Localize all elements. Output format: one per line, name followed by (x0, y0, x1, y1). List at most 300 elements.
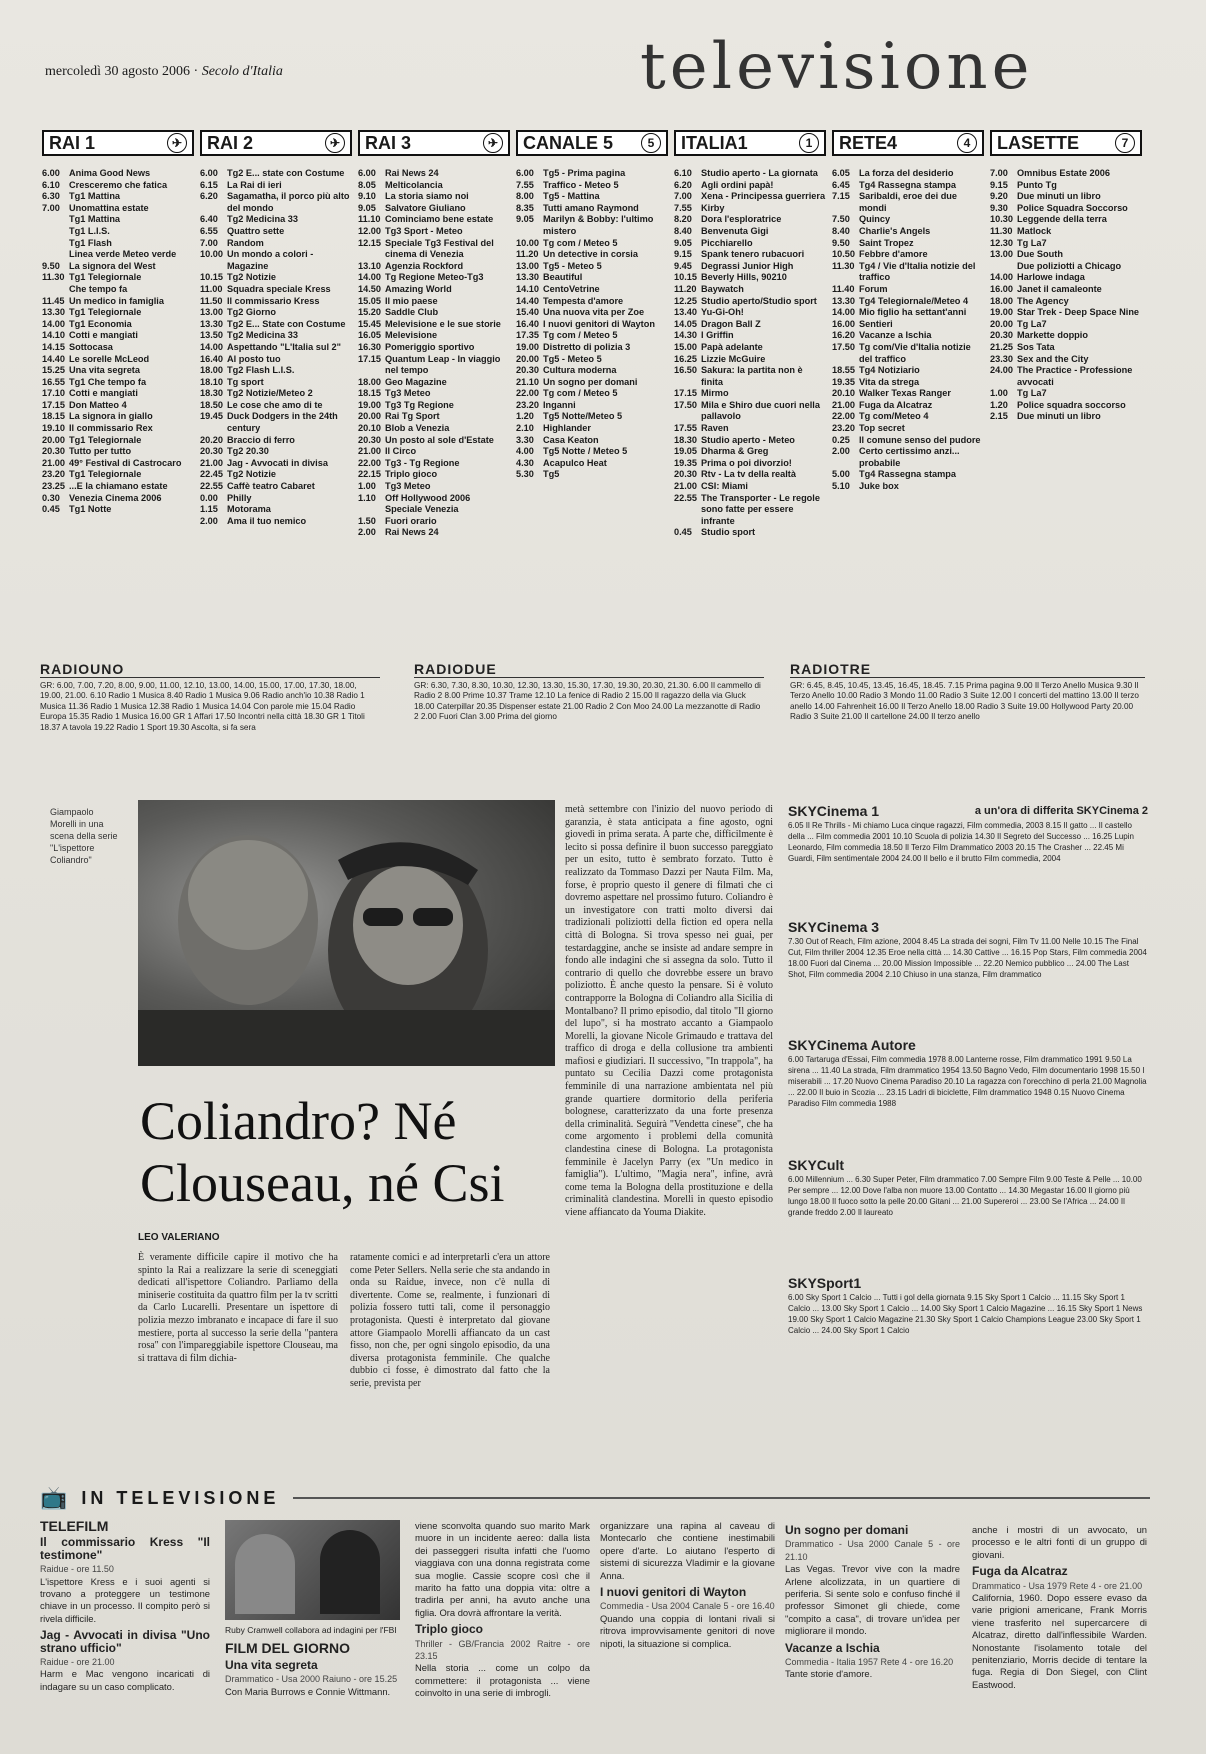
program-row (674, 261, 826, 273)
program-row (358, 435, 510, 447)
program-row (516, 284, 668, 296)
program-row (516, 388, 668, 400)
sky-channel-block (788, 1157, 1148, 1218)
program-time: 14.15 (42, 341, 65, 352)
program-title: Tg La7 (1017, 237, 1047, 248)
program-row (358, 214, 510, 226)
program-row (832, 284, 984, 296)
program-title: Tg1 Telegiornale (69, 307, 142, 318)
program-time: 9.50 (832, 237, 850, 248)
program-row (42, 168, 194, 180)
program-time: 10.50 (832, 249, 855, 260)
program-title: The Agency (1017, 295, 1069, 306)
program-title: Ama il tuo nemico (227, 515, 307, 526)
intv-photo (225, 1520, 400, 1620)
channel-header (200, 130, 352, 156)
program-row (42, 481, 194, 493)
program-row (674, 354, 826, 366)
program-row (832, 365, 984, 377)
program-time: 11.30 (832, 260, 855, 271)
program-time: 17.15 (42, 399, 65, 410)
program-time: 6.20 (674, 179, 692, 190)
program-row (516, 365, 668, 377)
program-row (42, 446, 194, 458)
program-title: Charlie's Angels (859, 225, 931, 236)
film-entry (225, 1659, 400, 1698)
program-time: 16.05 (358, 330, 381, 341)
program-title: Tg4 Telegiornale/Meteo 4 (859, 295, 969, 306)
channel-name: RETE4 (839, 132, 898, 153)
program-title: Blob a Venezia (385, 423, 450, 434)
program-row (358, 342, 510, 354)
program-time: 18.30 (674, 434, 697, 445)
program-title: Traffico - Meteo 5 (543, 179, 619, 190)
program-time: 16.55 (42, 376, 65, 387)
intv-column-4 (600, 1520, 775, 1650)
program-row (990, 400, 1142, 412)
program-row (832, 191, 984, 214)
sky-channel-title: SKYCinema 3 (788, 919, 880, 935)
program-time: 11.00 (200, 283, 223, 294)
program-time: 23.20 (832, 423, 855, 434)
program-time (42, 226, 66, 238)
program-time: 18.50 (200, 399, 223, 410)
film-entry (972, 1524, 1147, 1561)
program-row (990, 214, 1142, 226)
film-text: Harm e Mac vengono incaricati di indagare su un caso complicato. (40, 1668, 210, 1692)
program-row (42, 307, 194, 319)
program-time: 1.00 (358, 481, 376, 492)
program-title: Rai News 24 (385, 527, 439, 538)
program-row (674, 284, 826, 296)
program-row (200, 191, 352, 214)
program-time: 21.25 (990, 341, 1013, 352)
program-title: Tg1 Mattina (69, 191, 121, 202)
program-time: 2.00 (200, 515, 218, 526)
program-time: 8.40 (674, 225, 692, 236)
program-time: 6.55 (200, 225, 218, 236)
program-time: 8.40 (832, 225, 850, 236)
program-time: 9.15 (674, 249, 692, 260)
program-title: Melevisione e le sue storie (385, 318, 501, 329)
program-row (200, 504, 352, 516)
program-row (832, 168, 984, 180)
program-time: 14.10 (42, 330, 65, 341)
program-title: Due poliziotti a Chicago (1017, 260, 1122, 271)
program-row (200, 493, 352, 505)
program-title: Una nuova vita per Zoe (543, 307, 645, 318)
program-row (674, 435, 826, 447)
film-entry (40, 1629, 210, 1693)
program-title: Un mondo a colori - Magazine (227, 249, 314, 271)
program-row (42, 435, 194, 447)
program-row (674, 180, 826, 192)
program-title: Fuga da Alcatraz (859, 399, 933, 410)
program-row (990, 354, 1142, 366)
program-row (990, 284, 1142, 296)
program-title: Walker Texas Ranger (859, 388, 951, 399)
program-title: Tutto per tutto (69, 446, 132, 457)
program-title: Aspettando "L'Italia sul 2" (227, 341, 342, 352)
program-time: 11.40 (832, 283, 855, 294)
intv-text-triplo-gioco: Nella storia ... come un colpo da commettere: il protagonista ... viene coinvolto in una serie di imbrogli. (415, 1662, 590, 1699)
program-title: Agli ordini papà! (701, 179, 774, 190)
film-title: Fuga da Alcatraz (972, 1564, 1068, 1579)
program-time: 6.20 (200, 191, 218, 202)
program-row (200, 435, 352, 447)
intv-text-nuovi-genitori: Quando una coppia di lontani rivali si ritrova improvvisamente genitori di nove nipoti, la situazione si complica. (600, 1612, 775, 1649)
program-title: Due South (1017, 249, 1063, 260)
program-row (42, 272, 194, 284)
program-time: 19.35 (832, 376, 855, 387)
program-title: Mio figlio ha settant'anni (859, 307, 967, 318)
program-row (42, 191, 194, 203)
program-title: Philly (227, 492, 252, 503)
program-time: 0.25 (832, 434, 850, 445)
channel-header (674, 130, 826, 156)
program-title: Police Squadra Soccorso (1017, 202, 1128, 213)
sky-channel-title: SKYCinema 1 (788, 803, 880, 819)
program-time: 16.50 (674, 365, 697, 376)
program-time: 6.00 (200, 168, 218, 178)
program-time: 18.00 (358, 376, 381, 387)
program-row (516, 307, 668, 319)
person-silhouette (320, 1530, 380, 1614)
program-row (990, 342, 1142, 354)
program-title: Tg5 Notte / Meteo 5 (543, 446, 628, 457)
program-title: Unomattina estate (69, 202, 149, 213)
program-title: Quincy (859, 214, 891, 225)
program-row (832, 319, 984, 331)
program-title: Tg3 - Tg Regione (385, 457, 460, 468)
program-time: 6.45 (832, 179, 850, 190)
program-row (358, 319, 510, 331)
program-title: Beautiful (543, 272, 583, 283)
program-time: 9.05 (674, 237, 692, 248)
program-title: Tg1 L.I.S. (69, 225, 110, 236)
program-row (990, 388, 1142, 400)
divider (293, 1497, 1150, 1499)
article-column-3: metà settembre con l'inizio del nuovo periodo di garanzia, è stata anticipata a fine agosto, ogni giovedì in prima serata. A parte che, difficilmente è lecito si possa definire il buon successo pareggiato per un esito, tutto è sembrato forzato. Tutto è realizzato da Tommaso Dazzi per Nauta Film. Ma, forse, è proprio questo il genere di filmati che ci dovremo aspettare nel prossimo futuro. Coliandro è un investigatore con tratti molto diversi dai tradizionali poliziotti della fiction ed opera nella città di Bologna. Si trova spesso nei guai, per testardaggine, anche se insiste ad andare sempre in fondo alle indagini che si assegna da solo. Tutto il contrario di quello che dovrebbe essere un bravo poliziotto. È anche questo la pensare. Si è voluto contrapporre la Bologna di Coliandro alla Sicilia di Montalbano? Il primo episodio, dal titolo "Il giorno del lupo", si ha mostrato accanto a Giampaolo Morelli, la giovane Nicole Grimaudo e trattava del traffico di droga e della collusione tra ambienti mafiosi e giudiziari. Il successivo, "In trappola", ha puntato su Cecilia Dazzi come protagonista femminile di una narrazione ambientata nel più grande quartiere dormitorio della periferia bolognese, caratterizzato da una forte presenza della criminalità. Seguirà "Vendetta cinese", che ha come argomento i problemi della comunità clandestina cinese di Bologna. La protagonista femminile è Jacelyn Parry (ex "Un medico in famiglia"). L'ultimo, "Magia nera", infine, avrà come tema la Bologna della prostituzione e della criminalità clandestina. Morelli in questo episodio viene affiancato da Youma Diakite. (565, 804, 773, 1218)
program-title: Tg4 Notiziario (859, 365, 920, 376)
program-time: 20.30 (516, 365, 539, 376)
program-time: 7.00 (990, 168, 1008, 178)
program-time: 12.25 (674, 295, 697, 306)
program-time: 9.30 (990, 202, 1008, 213)
program-row (358, 296, 510, 308)
sky-channel-text: 6.05 Il Re Thrills - Mi chiamo Luca cinque ragazzi, Film commedia, 2003 8.15 Il gatto ... Il castello della ... Film commedia 2001 10.10 Scuola di polizia 14.30 Il Segreto del Successo ... 16.25 Lupin Leonardo, Film commedia 18.50 Il Terzo Film Drammatico 2003 20.15 The Crasher ... 22.45 Mi Guardi, Film sentimentale 2004 24.00 Il bello e il brutto Film commedia, 2004 (788, 821, 1134, 863)
program-title: Acapulco Heat (543, 457, 607, 468)
program-row (516, 203, 668, 215)
program-time: 11.30 (42, 272, 65, 283)
program-row (516, 354, 668, 366)
program-title: Sottocasa (69, 341, 113, 352)
film-text: anche i mostri di un avvocato, un processo e le altri fonti di un gruppo di giovani. (972, 1524, 1147, 1560)
program-row (516, 342, 668, 354)
program-title: Degrassi Junior High (701, 260, 794, 271)
sky-channel-text: 6.00 Tartaruga d'Essai, Film commedia 1978 8.00 Lanterne rosse, Film drammatico 1991 9.50 La sirena ... 11.40 La strada, Film drammatico 1954 13.50 Bagno Vedo, Film documentario 1998 15.50 I miserabili ... 17.20 Nuovo Cinema Paradiso 20.10 La ragazza con l'orecchino di perla 21.00 Magnolia ... 22.00 Il buio in Scozia ... 23.15 Ladri di biciclette, Film drammatico 1948 0.15 Nuovo Cinema Paradiso Film commedia 1988 (788, 1055, 1147, 1108)
program-time: 14.05 (674, 318, 697, 329)
program-time: 19.00 (358, 399, 381, 410)
film-meta: Commedia - Italia 1957 Rete 4 - ore 16.20 (785, 1657, 954, 1668)
program-time: 20.30 (358, 434, 381, 445)
program-title: Vita da strega (859, 376, 920, 387)
program-title: Inganni (543, 399, 576, 410)
program-title: Tg5 - Meteo 5 (543, 260, 602, 271)
program-title: Top secret (859, 423, 905, 434)
program-row (42, 330, 194, 342)
program-row (516, 238, 668, 250)
program-title: Tg3 Meteo (385, 481, 431, 492)
program-title: Salvatore Giuliano (385, 202, 466, 213)
program-title: Highlander (543, 423, 591, 434)
program-time: 19.35 (674, 457, 697, 468)
program-time: 11.20 (674, 283, 697, 294)
program-row (674, 527, 826, 539)
sky-channel-title: SKYCult (788, 1157, 844, 1173)
program-time: 2.00 (832, 446, 850, 457)
program-row (358, 180, 510, 192)
program-title: Quattro sette (227, 225, 285, 236)
program-row (42, 388, 194, 400)
program-time: 2.10 (516, 423, 534, 434)
program-title: Marilyn & Bobby: l'ultimo mistero (543, 214, 654, 236)
program-title: Harlowe indaga (1017, 272, 1085, 283)
program-row (42, 354, 194, 366)
program-title: Agenzia Rockford (385, 260, 464, 271)
program-row (990, 191, 1142, 203)
program-time: 13.00 (990, 249, 1013, 260)
program-list (516, 168, 668, 481)
program-row (516, 411, 668, 423)
program-time: 9.05 (358, 202, 376, 213)
program-time: 7.00 (200, 237, 218, 248)
program-time: 6.30 (42, 191, 60, 202)
program-title: Il mio paese (385, 295, 438, 306)
article-column-2: ratamente comici e ad interpretarli c'era un attore come Peter Sellers. Nella serie che sta andando in onda su Raidue, invece, non c'è nulla di divertente. Come se, realmente, i funzionari di polizia fossero tutti tali, come il personaggio protagonista. Questi è interpretato dal giovane attore Giampaolo Morelli affiancato da un cast fisso, non che, per ogni singolo episodio, da una diversa protagonista femminile. Che qualche dubbio ci fosse, è dimostrato dal fatto che la serie, prevista per (350, 1252, 550, 1389)
program-time: 7.00 (674, 191, 692, 202)
program-row (42, 284, 194, 296)
program-title: Fuori orario (385, 515, 437, 526)
program-row (358, 481, 510, 493)
program-row (832, 469, 984, 481)
program-row (832, 342, 984, 365)
program-list (832, 168, 984, 493)
program-row (832, 180, 984, 192)
program-row (674, 319, 826, 331)
program-row (42, 504, 194, 516)
program-time: 22.00 (516, 388, 539, 399)
program-row (200, 284, 352, 296)
program-title: Omnibus Estate 2006 (1017, 168, 1110, 178)
channel-column (358, 130, 510, 539)
intv-column-3 (415, 1520, 590, 1700)
program-time (42, 249, 66, 261)
channel-column (832, 130, 984, 493)
program-row (358, 238, 510, 261)
program-title: Tg5 (543, 469, 560, 480)
program-row (42, 180, 194, 192)
program-row (200, 481, 352, 493)
intv-column-3-text: viene sconvolta quando suo marito Mark muore in un incidente aereo: dalla lista dei passeggeri risulta infatti che l'uomo viaggiava con una donna registrata come sua moglie. Cassie scopre così che il marito ha fatto una doppia vita: oltre a tradirla per anni, ha avuto anche una figlia. Ora dovrà affrontare la verità. (415, 1520, 590, 1618)
program-row (200, 411, 352, 434)
program-title: Pomeriggio sportivo (385, 341, 475, 352)
intv-photo-caption: Ruby Cramwell collabora ad indagini per l'FBI (225, 1625, 397, 1635)
program-list (674, 168, 826, 539)
program-row (358, 411, 510, 423)
program-title: Sakura: la partita non è finita (701, 365, 803, 387)
program-row (674, 226, 826, 238)
program-time: 23.20 (42, 469, 65, 480)
program-time: 22.15 (358, 469, 381, 480)
program-time: 5.10 (832, 481, 850, 492)
channel-name: CANALE 5 (523, 132, 614, 153)
radio-tre (790, 661, 1145, 723)
channel-logo-icon: 7 (1115, 133, 1135, 153)
intv-meta-nuovi-genitori: Commedia - Usa 2004 Canale 5 - ore 16.40 (600, 1601, 775, 1612)
program-title: I Griffin (701, 330, 734, 341)
program-time: 14.00 (200, 341, 223, 352)
program-row (42, 493, 194, 505)
program-title: Melevisione (385, 330, 438, 341)
film-meta: Drammatico - Usa 1979 Rete 4 - ore 21.00 (972, 1580, 1143, 1591)
program-row (832, 238, 984, 250)
film-meta: Drammatico - Usa 2000 Raiuno - ore 15.25 (225, 1674, 398, 1685)
sky-channel-header (788, 1275, 1148, 1291)
program-row (516, 272, 668, 284)
program-row (358, 469, 510, 481)
program-row (832, 261, 984, 284)
program-time: 0.30 (42, 492, 60, 503)
film-meta: Drammatico - Usa 2000 Canale 5 - ore 21.10 (785, 1539, 960, 1562)
channel-logo-icon: 1 (799, 133, 819, 153)
film-entry (785, 1524, 960, 1638)
program-time: 15.40 (516, 307, 539, 318)
article-column-1: È veramente difficile capire il motivo che ha spinto la Rai a realizzare la serie di sceneggiati dedicati all'ispettore Coliandro. Parliamo della miniserie costituita da quattro film per la tv scritti da Carlo Lucarelli. Presentare un ispettore di polizia mezzo imbranato e incapace di fare il suo mestiere, porta al successo la serie della "pantera rosa" con l'impareggiabile ispettore Clouseau, ma si trattava di film dichia- (138, 1252, 338, 1364)
program-row (200, 446, 352, 458)
program-time: 18.00 (200, 365, 223, 376)
program-time: 13.50 (200, 330, 223, 341)
channel-column (516, 130, 668, 481)
program-row (674, 469, 826, 481)
program-row (200, 458, 352, 470)
sky-channel-text: 6.00 Sky Sport 1 Calcio ... Tutti i gol della giornata 9.15 Sky Sport 1 Calcio ... 11.15 Sky Sport 1 Calcio ... 13.00 Sky Sport 1 Calcio ... 14.00 Sky Sport 1 Calcio Magazine ... 16.15 Sky Sport 1 News 19.00 Sky Sport 1 Calcio Magazine 21.30 Sky Sport 1 Calcio Champions League 23.00 Sky Sport 1 Calcio ... 24.00 Sky Sport 1 Calcio (788, 1293, 1143, 1335)
program-time: 20.10 (358, 423, 381, 434)
program-title: Quantum Leap - In viaggio nel tempo (385, 353, 501, 376)
headline-line-1: Coliandro? Né (140, 1091, 457, 1151)
program-row (674, 168, 826, 180)
program-title: Squadra speciale Kress (227, 283, 331, 294)
program-time: 1.15 (200, 504, 218, 515)
program-row (200, 272, 352, 284)
program-time: 1.50 (358, 515, 376, 526)
in-televisione-bar (40, 1485, 1150, 1511)
channel-column (674, 130, 826, 539)
program-time: 15.05 (358, 295, 381, 306)
program-time: 15.00 (674, 341, 697, 352)
program-time: 19.45 (200, 411, 223, 422)
program-title: The Practice - Professione avvocati (1017, 365, 1133, 387)
program-row (516, 423, 668, 435)
program-title: Una vita segreta (69, 365, 140, 376)
film-list-5 (785, 1524, 960, 1681)
program-row (832, 226, 984, 238)
program-row (516, 319, 668, 331)
program-time: 13.30 (832, 295, 855, 306)
program-row (516, 400, 668, 412)
program-time: 0.45 (42, 504, 60, 515)
program-time: 21.10 (516, 376, 539, 387)
sky-channel-header (788, 1037, 1148, 1053)
program-row (674, 365, 826, 388)
program-time: 1.20 (516, 411, 534, 422)
program-time (42, 214, 66, 226)
sky-channel-text: 6.00 Millennium ... 6.30 Super Peter, Film drammatico 7.00 Sempre Film 9.00 Teste & Pelle ... 10.00 Per sempre ... 12.00 Dove l'alba non muore 13.00 Contatto ... 14.30 Megastar 16.00 Il giorno più lungo 18.00 Il fuoco sotto la pelle 20.00 Gitani ... 21.00 Supereroi ... 23.00 Se l'Africa ... 24.00 Il grande freddo 2.00 Il laureato (788, 1175, 1142, 1217)
telefilm-column (40, 1520, 210, 1693)
program-row (358, 458, 510, 470)
program-time: 15.20 (358, 307, 381, 318)
program-row (990, 296, 1142, 308)
program-time: 12.30 (990, 237, 1013, 248)
program-title: Tg1 Telegiornale (69, 434, 142, 445)
program-time: 10.15 (200, 272, 223, 283)
program-title: Caffè teatro Cabaret (227, 481, 315, 492)
program-time: 11.30 (990, 225, 1013, 236)
sky-channel-header (788, 803, 1148, 819)
program-row (674, 481, 826, 493)
film-text: California, 1960. Dopo essere evaso da varie prigioni americane, Frank Morris viene trasferito nel supercarcere di Alcatraz, diretto dall'inflessibile Warden. Nonostante l'isolamento totale del penitenziario, Morris decide di tentare la fuga. Regia di Don Siegel, con Clint Eastwood. (972, 1592, 1147, 1690)
program-title: Tg com/Meteo 4 (859, 411, 929, 422)
program-time: 21.00 (200, 457, 223, 468)
program-time: 7.55 (674, 202, 692, 213)
program-time: 16.40 (200, 353, 223, 364)
program-row (990, 168, 1142, 180)
program-time: 13.10 (358, 260, 381, 271)
program-title: Tg4 Rassegna stampa (859, 179, 957, 190)
intv-column-6 (972, 1520, 1147, 1691)
program-title: Off Hollywood 2006 Speciale Venezia (385, 492, 471, 515)
program-time: 14.00 (990, 272, 1013, 283)
program-row (674, 458, 826, 470)
program-row (674, 307, 826, 319)
program-time: 14.00 (42, 318, 65, 329)
program-title: Tg com/Vie d'Italia notizie del traffico (859, 341, 971, 364)
sky-channel-header (788, 919, 1148, 935)
program-row (42, 365, 194, 377)
program-row (516, 168, 668, 180)
program-title: Markette doppio (1017, 330, 1088, 341)
program-title: Cotti e mangiati (69, 330, 138, 341)
program-row (200, 469, 352, 481)
radio-uno (40, 661, 380, 734)
channel-name: LASETTE (997, 132, 1080, 153)
program-time: 8.05 (358, 179, 376, 190)
program-title: Cotti e mangiati (69, 388, 138, 399)
intv-title-nuovi-genitori: I nuovi genitori di Wayton (600, 1585, 747, 1600)
program-time: 14.30 (674, 330, 697, 341)
program-title: Il commissario Kress (227, 295, 320, 306)
program-title: Tg3 Sport - Meteo (385, 225, 463, 236)
film-entry (40, 1536, 210, 1625)
program-row (832, 214, 984, 226)
radio-due (414, 661, 764, 723)
program-time: 17.50 (832, 341, 855, 352)
program-row (42, 342, 194, 354)
program-title: Matlock (1017, 225, 1052, 236)
program-time: 12.00 (358, 225, 381, 236)
program-time: 24.00 (990, 365, 1013, 376)
program-title: Kirby (701, 202, 725, 213)
